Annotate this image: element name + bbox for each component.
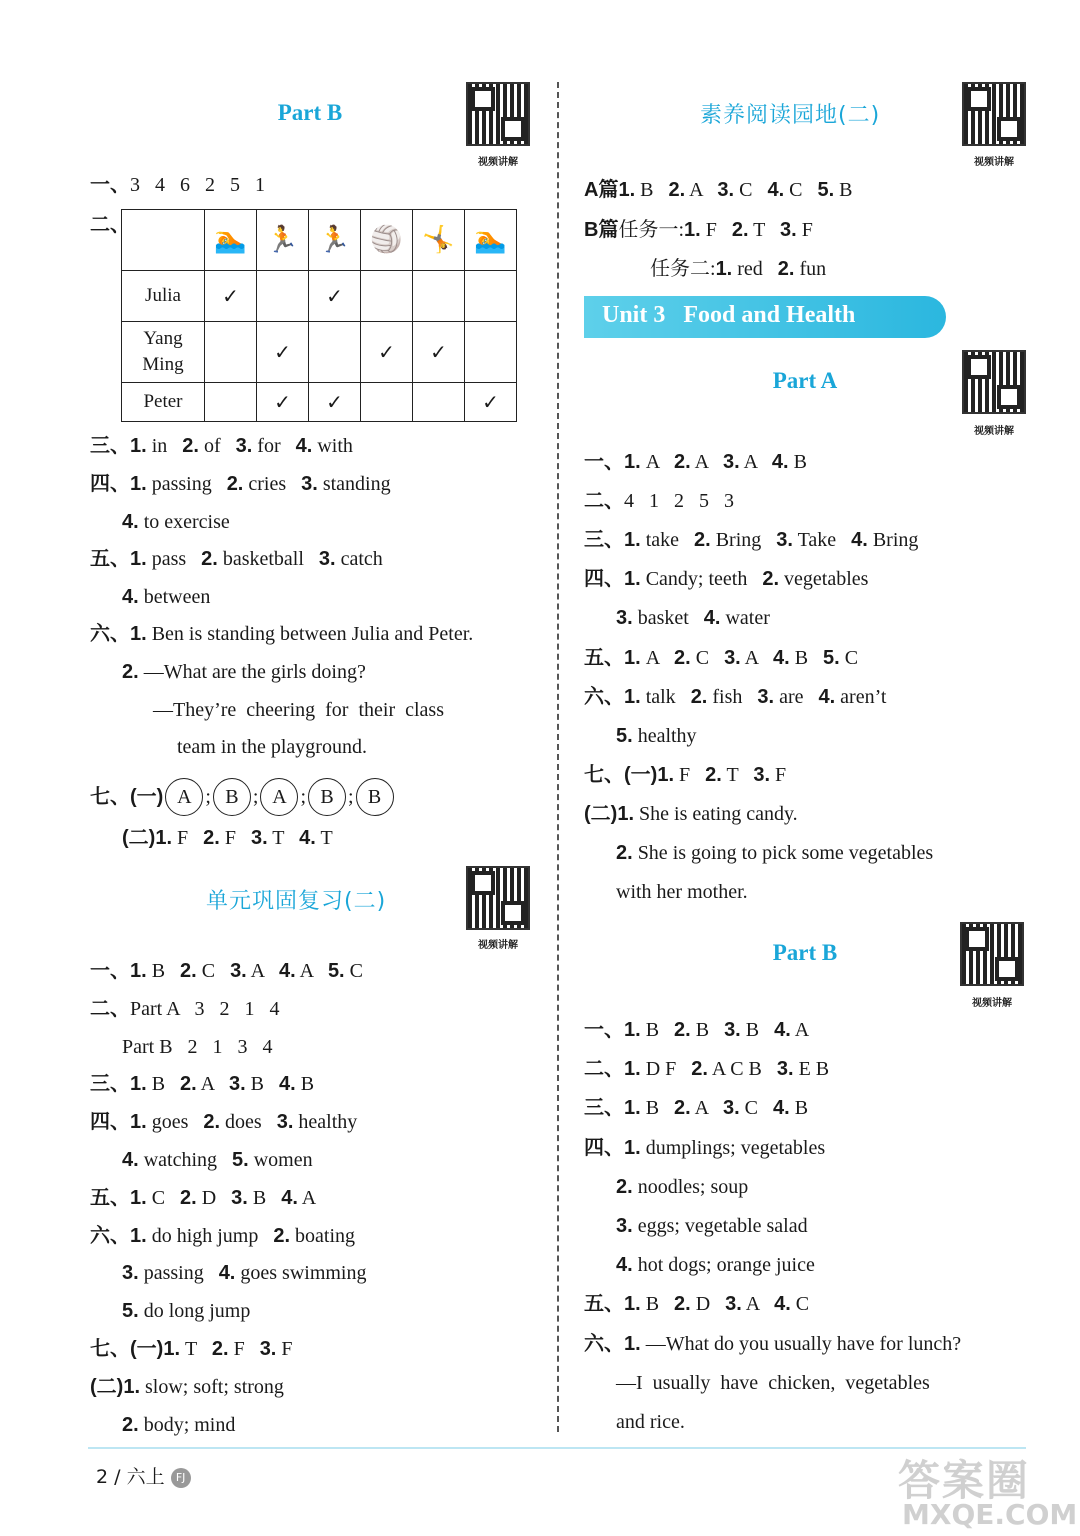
check-cell (413, 271, 465, 322)
check-cell: ✓ (465, 383, 517, 422)
student-name: Yang Ming (122, 322, 205, 383)
answer-line: 4. between (122, 586, 211, 608)
sports-check-table (121, 209, 517, 422)
page-footer: 2 / 六上 FJ (96, 1462, 191, 1489)
qr-label: 视频讲解 (974, 157, 1014, 168)
qr-label: 视频讲解 (478, 940, 518, 951)
answer-line: (二)1. She is eating candy. (584, 802, 798, 825)
check-cell (205, 383, 257, 422)
answer-line: 四、1. goes 2. does 3. healthy (90, 1111, 358, 1134)
answer-line: A篇1. B 2. A 3. C 4. C 5. B (584, 179, 853, 201)
check-cell: ✓ (309, 383, 361, 422)
answer-line: 2. She is going to pick some vegetables (616, 842, 934, 864)
qr-label: 视频讲解 (972, 998, 1012, 1009)
answer-line: 三、1. in 2. of 3. for 4. with (90, 435, 353, 457)
answer-line: 3. eggs; vegetable salad (616, 1215, 808, 1237)
check-cell (309, 322, 361, 383)
sport-icon: 🤸 (413, 210, 465, 271)
answer-line: 任务二:1. red 2. fun (650, 258, 827, 280)
answer-line: and rice. (616, 1411, 685, 1433)
answer-line: 五、1. pass 2. basketball 3. catch (90, 548, 383, 570)
answer-line: —I usually have chicken, vegetables (616, 1371, 930, 1394)
check-cell (361, 383, 413, 422)
answer-circle: B (356, 778, 394, 816)
check-cell: ✓ (257, 383, 309, 422)
answer-line: 三、1. B 2. A 3. C 4. B (584, 1097, 809, 1120)
qr-code-icon[interactable] (466, 866, 530, 930)
q7-circle-line: 七、(一) A ; B ; A ; B ; B (90, 778, 396, 816)
q7-part2-line: (二)1. F 2. F 3. T 4. T (122, 827, 333, 849)
answer-line: 5. do long jump (122, 1300, 251, 1323)
sport-icon: 🏐 (361, 210, 413, 271)
answer-line: 一、1. B 2. B 3. B 4. A (584, 1019, 810, 1041)
answer-line: 二、4 1 2 5 3 (584, 490, 734, 513)
answer-line: 四、1. passing 2. cries 3. standing (90, 473, 391, 495)
check-cell (465, 271, 517, 322)
answer-circle: A (260, 778, 298, 816)
qr-code-icon[interactable] (962, 350, 1026, 414)
qr-code-icon[interactable] (960, 922, 1024, 986)
answer-line: 五、1. A 2. C 3. A 4. B 5. C (584, 646, 859, 669)
answer-line: Part B 2 1 3 4 (122, 1035, 273, 1058)
student-name: Julia (122, 271, 205, 322)
check-cell: ✓ (361, 322, 413, 383)
check-cell (465, 322, 517, 383)
watermark-url: MXQE.COM (902, 1498, 1078, 1531)
section-title-part-b-right: Part B (772, 940, 838, 965)
check-cell (205, 322, 257, 383)
check-cell (413, 383, 465, 422)
answer-line: 4. to exercise (122, 511, 230, 533)
answer-line: team in the playground. (177, 736, 367, 758)
answer-line: 三、1. B 2. A 3. B 4. B (90, 1073, 315, 1096)
check-cell (257, 271, 309, 322)
answer-line: —They’re cheering for their class (153, 699, 444, 721)
answer-line: 2. —What are the girls doing? (122, 661, 366, 683)
answer-line: 四、1. Candy; teeth 2. vegetables (584, 568, 869, 591)
answer-line: 一、1. B 2. C 3. A 4. A 5. C (90, 960, 363, 982)
answer-line: 二、Part A 3 2 1 4 (90, 997, 280, 1020)
answer-line: 六、1. —What do you usually have for lunch? (584, 1332, 962, 1355)
qr-label: 视频讲解 (974, 426, 1014, 437)
answer-line: 一、1. A 2. A 3. A 4. B (584, 451, 807, 473)
answer-line-2-label: 二、 (90, 214, 130, 236)
answer-line: 3. passing 4. goes swimming (122, 1262, 367, 1285)
check-cell: ✓ (413, 322, 465, 383)
answer-line: 七、(一)1. F 2. T 3. F (584, 763, 787, 786)
sport-icon: 🏃 (257, 210, 309, 271)
unit-banner: Unit 3 Food and Health (584, 296, 946, 338)
footer-rule (88, 1447, 1026, 1449)
answer-circle: A (165, 778, 203, 816)
check-cell: ✓ (257, 322, 309, 383)
student-name: Peter (122, 383, 205, 422)
watermark-logo: 答案圈 (898, 1456, 1031, 1505)
answer-circle: B (308, 778, 346, 816)
answer-line: 2. body; mind (122, 1413, 236, 1436)
answer-line: with her mother. (616, 881, 748, 904)
answer-line: 4. watching 5. women (122, 1149, 313, 1171)
qr-code-icon[interactable] (962, 82, 1026, 146)
answer-line: 五、1. B 2. D 3. A 4. C (584, 1293, 810, 1316)
answer-line: 4. hot dogs; orange juice (616, 1254, 815, 1277)
sport-icon: 🏊 (205, 210, 257, 271)
answer-line-1: 一、3 4 6 2 5 1 (90, 174, 265, 196)
answer-line: 五、1. C 2. D 3. B 4. A (90, 1186, 317, 1209)
check-cell (361, 271, 413, 322)
answer-line: 六、1. do high jump 2. boating (90, 1224, 356, 1247)
edition-badge: FJ (171, 1468, 191, 1488)
section-title-reading: 素养阅读园地(二) (700, 103, 881, 128)
check-cell: ✓ (205, 271, 257, 322)
answer-line: 2. noodles; soup (616, 1175, 749, 1198)
check-cell: ✓ (309, 271, 361, 322)
answer-line: 六、1. Ben is standing between Julia and Peter. (90, 623, 474, 645)
answer-line: 四、1. dumplings; vegetables (584, 1136, 826, 1159)
answer-line: 七、(一)1. T 2. F 3. F (90, 1338, 293, 1360)
qr-code-icon[interactable] (466, 82, 530, 146)
answer-line: B篇任务一:1. F 2. T 3. F (584, 218, 813, 241)
section-title-part-a: Part A (772, 368, 838, 393)
answer-line: 三、1. take 2. Bring 3. Take 4. Bring (584, 529, 919, 552)
table-corner (122, 210, 205, 271)
column-divider (557, 82, 559, 1432)
sport-icon: 🏊 (465, 210, 517, 271)
section-title-part-b-left: Part B (277, 100, 343, 125)
answer-line: 二、1. D F 2. A C B 3. E B (584, 1058, 830, 1081)
section-title-review: 单元巩固复习(二) (206, 889, 387, 914)
answer-line: 六、1. talk 2. fish 3. are 4. aren’t (584, 685, 887, 708)
qr-label: 视频讲解 (478, 157, 518, 168)
answer-line: (二)1. slow; soft; strong (90, 1375, 284, 1398)
answer-line: 5. healthy (616, 724, 697, 747)
answer-line: 3. basket 4. water (616, 607, 770, 630)
sport-icon: 🏃 (309, 210, 361, 271)
answer-circle: B (213, 778, 251, 816)
